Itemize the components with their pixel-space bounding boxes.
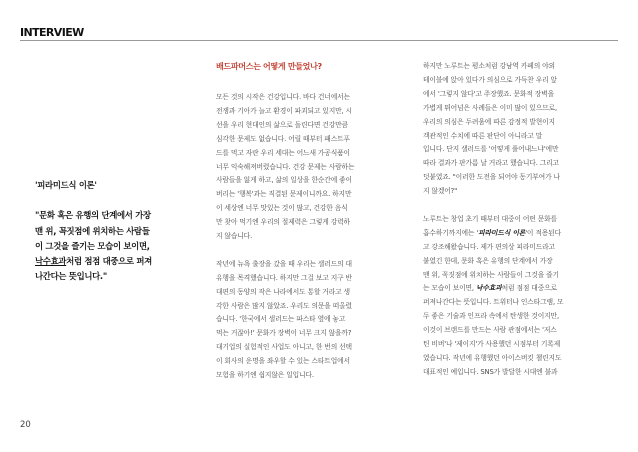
text-line	[423, 227, 619, 241]
text-line	[423, 282, 619, 296]
middle-column	[216, 60, 410, 383]
text-line: 이 회사의 운명을 좌우할 수 있는 스타트업에서	[216, 357, 350, 366]
text-line: 각한 사람은 많지 않았죠. 우리도 의문을 떠올렸	[216, 301, 352, 310]
text-line: 틴 비버'나 '제이지'가 사용했던 시점부터 기록제	[423, 340, 561, 349]
text-line: 모험을 하기엔 쉽지않은 일입니다.	[216, 371, 314, 380]
text-line: 이것이 브랜드를 만드는 사람 관점에서는 '저스	[423, 326, 557, 335]
text-line: 에서 '그렇지 않다'고 주장했죠. 문화적 장벽을	[423, 89, 554, 98]
text-line: 너무 익숙해져버렸습니다. 건강 문제는 사람하는	[216, 162, 355, 171]
text-line: 사람들을 잃게 하고, 삶의 일상을 한순간에 좋이	[216, 176, 352, 185]
text-line: 따라 결과가 판가름 날 거라고 했습니다. 그리고	[423, 159, 559, 168]
text-segment: '이 적용된다	[525, 228, 562, 237]
text-line: 지 않습니다.	[216, 232, 253, 241]
text-line: 대표적인 예입니다. SNS가 발달한 시대엔 불과	[423, 367, 558, 376]
text-line: 선을 우리 현대인의 삶으로 돌린다면 건강만큼	[216, 120, 348, 129]
text-line: 객관적인 수치에 따른 판단이 아니라고 말	[423, 131, 543, 140]
text-line: 가볍게 뛰어넘은 사례들은 이미 많이 있으므로,	[423, 103, 557, 112]
emphasized-term: 낙수효과	[475, 284, 502, 293]
pull-quote-closing: 나간다는 뜻입니다."	[35, 271, 107, 282]
page-number: 20	[20, 420, 31, 430]
text-line: 맨 위, 꼭짓점에 위치하는 사람들이 그것을 즐기	[423, 270, 559, 279]
text-line: 모든 것의 시작은 건강입니다. 바다 건너에서는	[216, 93, 350, 101]
text-line: 이 세상엔 너무 맛있는 것이 많고, 건강한 음식	[216, 204, 348, 213]
text-line: 였습니다. 작년에 유행했던 아이스버킷 챌린지도	[423, 354, 562, 363]
pull-quote-line-rest: 처럼 점점 대중으로 퍼져	[66, 256, 152, 267]
pull-quote-line: 맨 위, 꼭짓점에 위치하는 사람들	[35, 225, 150, 236]
right-column	[423, 60, 619, 380]
text-segment: 는 모습이 보이면,	[423, 284, 476, 293]
body-paragraph	[216, 258, 410, 383]
text-line: 대편의 동양의 작은 나라에서도 통할 거라고 생	[216, 287, 350, 296]
body-paragraph	[216, 91, 410, 244]
text-segment: 흡수하기까지에는 '	[423, 228, 479, 237]
pull-quote-title: '피라미드식 이론'	[35, 180, 97, 190]
header-divider	[20, 40, 618, 41]
text-line: 노루트는 창업 초기 때부터 대중이 어떤 문화를	[423, 214, 557, 223]
pull-quote-line: "문화 혹은 유행의 단계에서 가장	[35, 210, 151, 221]
pull-quote	[35, 178, 187, 285]
text-line: 하지만 노루트는 평소처럼 강남역 카페의 야외	[423, 62, 555, 70]
text-line: 심각한 문제도 없습니다. 어릴 때부터 패스트푸	[216, 134, 350, 143]
text-line: 드를 먹고 자란 우리 세대는 어느새 가공식품이	[216, 148, 350, 157]
text-line: 먹는 거잖아!' 문화가 장벽이 너무 크지 않을까?	[216, 329, 352, 338]
text-line: 만 찾아 먹기엔 우리의 절제력은 그렇게 강력하	[216, 218, 350, 227]
text-line: 퍼져나간다는 뜻입니다. 트위터나 인스타그램, 모	[423, 298, 564, 307]
text-line: 입니다. 단지 샐러드를 '어떻게 풀어내느냐'에만	[423, 145, 559, 154]
text-line: 전쟁과 기아가 늘고 환경이 파괴되고 있지만, 시	[216, 106, 352, 115]
body-paragraph	[423, 213, 619, 380]
pull-quote-line: 이 그것을 즐기는 모습이 보이면,	[35, 240, 150, 251]
text-line: 작년에 뉴욕 출장을 갔을 때 우리는 샐러드의 대	[216, 259, 352, 268]
text-line: 지 않겠어?"	[423, 187, 458, 196]
text-line: 고 강조해왔습니다. 제가 편의상 피라미드라고	[423, 242, 555, 251]
text-line: 유행을 목격했습니다. 하지만 그걸 보고 지구 반	[216, 273, 352, 282]
text-line: 대기업의 실험적인 사업도 아니고, 한 번의 선택	[216, 343, 352, 352]
emphasized-term: 피라미드식 이론	[478, 228, 526, 237]
text-line: 붙였긴 한데, 문화 혹은 유행의 단계에서 가장	[423, 256, 553, 265]
text-line: 두 좋은 기술과 인프라 속에서 탄생한 것이지만,	[423, 312, 559, 321]
text-line: 우리의 의심은 두려움에 따른 감정적 발현이지	[423, 117, 555, 126]
pull-quote-line	[35, 254, 187, 269]
pull-quote-underlined: 낙수효과	[35, 256, 67, 267]
text-line: 버리는 '행복'과는 직결된 문제이니까요. 하지만	[216, 190, 352, 199]
section-label: INTERVIEW	[20, 26, 84, 39]
article-heading: 배드파머스는 어떻게 만들었나?	[216, 62, 322, 71]
text-line: 테이블에 앉아 있다가 의심으로 가득찬 우리 앞	[423, 75, 557, 84]
body-paragraph	[423, 60, 619, 199]
text-line: 덧붙였죠. "이러한 도전을 되어야 동기부여가 나	[423, 173, 560, 182]
text-line: 습니다. '한국에서 샐러드는 파스타 옆에 놓고	[216, 315, 346, 324]
text-segment: 처럼 점점 대중으로	[501, 284, 557, 293]
